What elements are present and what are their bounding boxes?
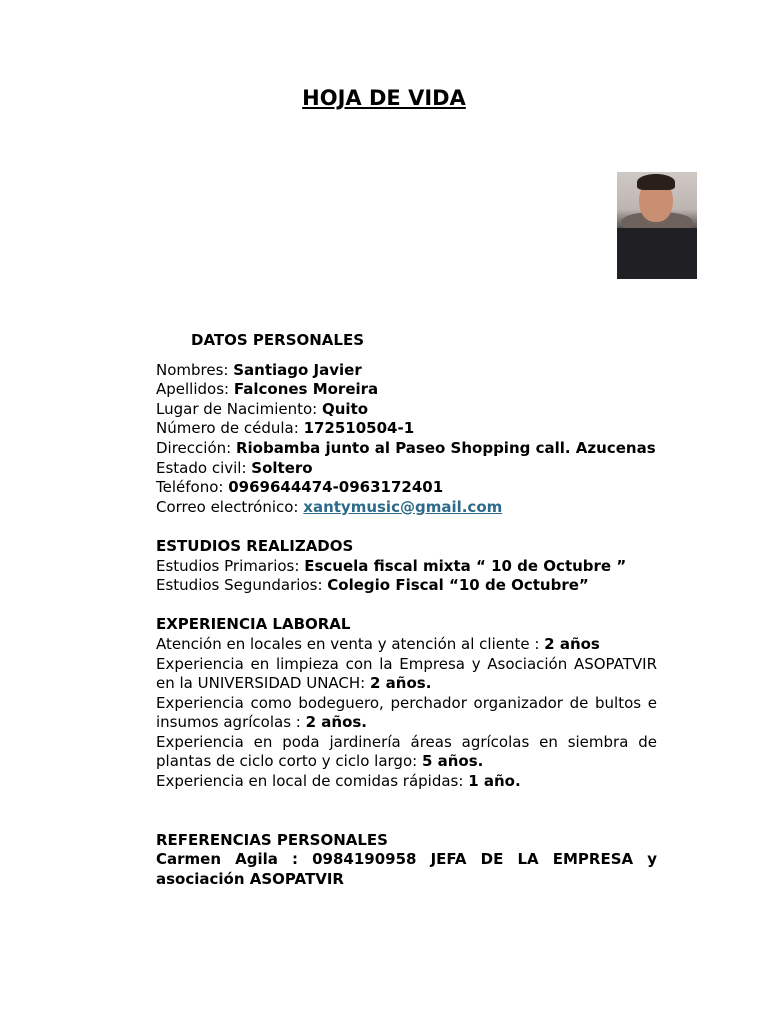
experience-item: Experiencia en poda jardinería áreas agrícolas en siembra de plantas de ciclo corto y ciclo largo: 5 años.: [156, 732, 657, 771]
experience-item: Experiencia en local de comidas rápidas: 1 año.: [156, 772, 521, 791]
secondary-studies-value: Colegio Fiscal “10 de Octubre”: [327, 576, 589, 595]
phone-row: Teléfono: 0969644474-0963172401: [156, 478, 444, 497]
cv-body: [156, 331, 657, 890]
id-number-row: Número de cédula: 172510504-1: [156, 419, 415, 438]
birthplace-row: Lugar de Nacimiento: Quito: [156, 399, 369, 418]
surnames-value: Falcones Moreira: [233, 380, 379, 399]
primary-studies-row: Estudios Primarios: Escuela fiscal mixta “ 10 de Octubre ”: [156, 556, 627, 575]
email-link[interactable]: xantymusic@gmail.com: [303, 497, 503, 516]
document-title: HOJA DE VIDA: [302, 86, 466, 110]
address-row: Dirección: Riobamba junto al Paseo Shopping call. Azucenas: [156, 438, 656, 457]
phone-value: 0969644474-0963172401: [228, 478, 444, 497]
studies-heading: ESTUDIOS REALIZADOS: [156, 536, 354, 555]
primary-studies-value: Escuela fiscal mixta “ 10 de Octubre ”: [304, 556, 627, 575]
experience-item: Atención en locales en venta y atención al cliente : 2 años: [156, 634, 600, 653]
id-number-value: 172510504-1: [303, 419, 415, 438]
experience-heading: EXPERIENCIA LABORAL: [156, 615, 351, 634]
names-row: Nombres: Santiago Javier: [156, 360, 362, 379]
personal-data-heading: DATOS PERSONALES: [191, 331, 365, 349]
secondary-studies-row: Estudios Segundarios: Colegio Fiscal “10 de Octubre”: [156, 576, 589, 595]
experience-item: Experiencia en limpieza con la Empresa y Asociación ASOPATVIR en la UNIVERSIDAD UNACH: 2 años.: [156, 654, 657, 693]
birthplace-value: Quito: [322, 399, 369, 418]
experience-item: Experiencia como bodeguero, perchador organizador de bultos e insumos agrícolas : 2 años.: [156, 693, 657, 732]
names-value: Santiago Javier: [233, 360, 362, 379]
address-value: Riobamba junto al Paseo Shopping call. Azucenas: [235, 438, 656, 457]
civil-status-value: Soltero: [251, 458, 313, 477]
reference-entry: Carmen Agila : 0984190958 JEFA DE LA EMPRESA y asociación ASOPATVIR: [156, 850, 657, 889]
references-heading: REFERENCIAS PERSONALES: [156, 830, 388, 849]
surnames-row: Apellidos: Falcones Moreira: [156, 380, 379, 399]
civil-status-row: Estado civil: Soltero: [156, 458, 313, 477]
portrait-photo: [617, 172, 697, 279]
email-row: Correo electrónico: xantymusic@gmail.com: [156, 497, 503, 516]
